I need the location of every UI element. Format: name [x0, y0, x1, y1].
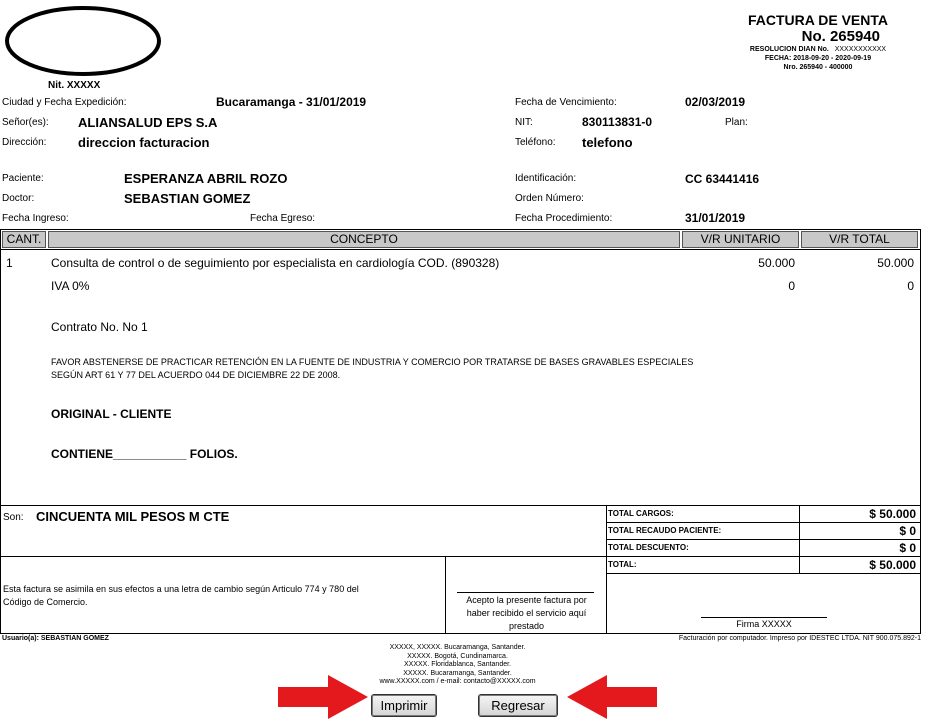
due-date-label: Fecha de Vencimiento: [515, 97, 617, 108]
totals-row-line-3 [606, 556, 920, 557]
invoice-header [688, 12, 888, 72]
col-header-unit: V/R UNITARIO [682, 231, 799, 248]
item-qty: 1 [6, 256, 13, 270]
iva-total-value: 0 [907, 279, 914, 293]
procedure-date-value: 31/01/2019 [685, 211, 746, 225]
admit-date-label: Fecha Ingreso: [2, 213, 69, 224]
totals-section [0, 505, 921, 634]
grand-total-label: TOTAL: [608, 560, 637, 569]
user-name: Usuario(a): SEBASTIAN GOMEZ [2, 635, 109, 642]
discharge-date-label: Fecha Egreso: [250, 213, 316, 224]
id-value: CC 63441416 [685, 172, 760, 186]
col-header-total: V/R TOTAL [801, 231, 918, 248]
total-recaudo-label: TOTAL RECAUDO PACIENTE: [608, 526, 722, 535]
dian-resolution: RESOLUCION DIAN No. XXXXXXXXXXX [749, 46, 887, 53]
tax-notice: FAVOR ABSTENERSE DE PRACTICAR RETENCIÓN EN LA FUENTE DE INDUSTRIA Y COMERCIO POR TRATARSE DE BASES GRAVABLES ESPECIALES SEGÚN ART 61 Y 77 DEL ACUERDO 044 DE DICIEMBRE 22 DE 2008. [51, 357, 694, 380]
back-button[interactable]: Regresar [479, 695, 557, 716]
legal-notice: Esta factura se asimila en sus efectos a una letra de cambio según Articulo 774 y 780 del Código de Comercio. [3, 584, 359, 607]
item-unit-value: 50.000 [758, 256, 795, 270]
dian-number-range: Nro. 265940 - 400000 [783, 64, 853, 71]
printed-by: Facturación por computador. Impreso por IDESTEC LTDA. NIT 900.075.892-1 [678, 635, 921, 642]
print-button[interactable]: Imprimir [372, 695, 436, 716]
client-label: Señor(es): [2, 117, 49, 128]
item-total-value: 50.000 [877, 256, 914, 270]
iva-label: IVA 0% [51, 279, 90, 293]
items-table [0, 229, 921, 506]
header-divider [1, 249, 920, 250]
procedure-date-label: Fecha Procedimiento: [515, 213, 613, 224]
address-value: direccion facturacion [78, 135, 210, 150]
son-label: Son: [3, 512, 24, 523]
client-value: ALIANSALUD EPS S.A [78, 115, 218, 130]
nit-label: NIT: [515, 117, 533, 128]
totals-row-line-4 [606, 573, 920, 574]
amount-in-words: CINCUENTA MIL PESOS M CTE [36, 509, 230, 524]
totals-row-line-2 [606, 539, 920, 540]
phone-value: telefono [582, 135, 633, 150]
folios-count: CONTIENE___________ FOLIOS. [51, 447, 238, 461]
contract-number: Contrato No. No 1 [51, 320, 148, 334]
invoice-title: FACTURA DE VENTA [748, 12, 888, 28]
doctor-value: SEBASTIAN GOMEZ [124, 191, 251, 206]
patient-value: ESPERANZA ABRIL ROZO [124, 171, 288, 186]
totals-row-line-1 [606, 522, 920, 523]
totals-divider-v [606, 505, 607, 633]
order-label: Orden Número: [515, 193, 584, 204]
col-header-concept: CONCEPTO [48, 231, 680, 248]
nit-value: 830113831-0 [582, 115, 653, 129]
due-date-value: 02/03/2019 [685, 95, 746, 109]
signature-line [701, 617, 827, 618]
acceptance-text: Acepto la presente factura por haber recibido el servicio aquí prestado [466, 595, 587, 631]
company-logo-redacted [4, 5, 162, 77]
total-descuento-label: TOTAL DESCUENTO: [608, 543, 689, 552]
invoice-number: No. 265940 [801, 28, 880, 45]
patient-label: Paciente: [2, 173, 44, 184]
address-label: Dirección: [2, 137, 47, 148]
company-addresses: XXXXX, XXXXX. Bucaramanga, Santander. XXXXX. Bogotá, Cundinamarca. XXXXX. Floridablanca, Santander. XXXXX. Bucaramanga, Santander. www.XXXXX.com / e-mail: contacto@XXXXX.com [379, 644, 536, 685]
son-divider [1, 556, 606, 557]
col-header-qty: CANT. [2, 231, 46, 248]
dian-date-range: FECHA: 2018-09-20 - 2020-09-19 [764, 55, 872, 62]
total-cargos-label: TOTAL CARGOS: [608, 509, 674, 518]
phone-label: Teléfono: [515, 137, 556, 148]
company-nit: Nit. XXXXX [48, 80, 101, 91]
total-cargos-value: $ 50.000 [869, 507, 916, 521]
grand-total-value: $ 50.000 [869, 558, 916, 572]
accept-divider-v [445, 556, 446, 633]
original-client: ORIGINAL - CLIENTE [51, 407, 172, 421]
total-descuento-value: $ 0 [899, 541, 916, 555]
city-date-value: Bucaramanga - 31/01/2019 [216, 95, 367, 109]
id-label: Identificación: [515, 173, 577, 184]
city-date-label: Ciudad y Fecha Expedición: [2, 97, 127, 108]
total-recaudo-value: $ 0 [899, 524, 916, 538]
iva-unit-value: 0 [788, 279, 795, 293]
accept-signature-line [457, 592, 594, 593]
plan-label: Plan: [725, 117, 748, 128]
doctor-label: Doctor: [2, 193, 35, 204]
left-arrow-icon [567, 675, 657, 719]
item-concept: Consulta de control o de seguimiento por especialista en cardiología COD. (890328) [51, 256, 500, 270]
right-arrow-icon [278, 675, 368, 719]
signature-label: Firma XXXXX [736, 619, 792, 629]
